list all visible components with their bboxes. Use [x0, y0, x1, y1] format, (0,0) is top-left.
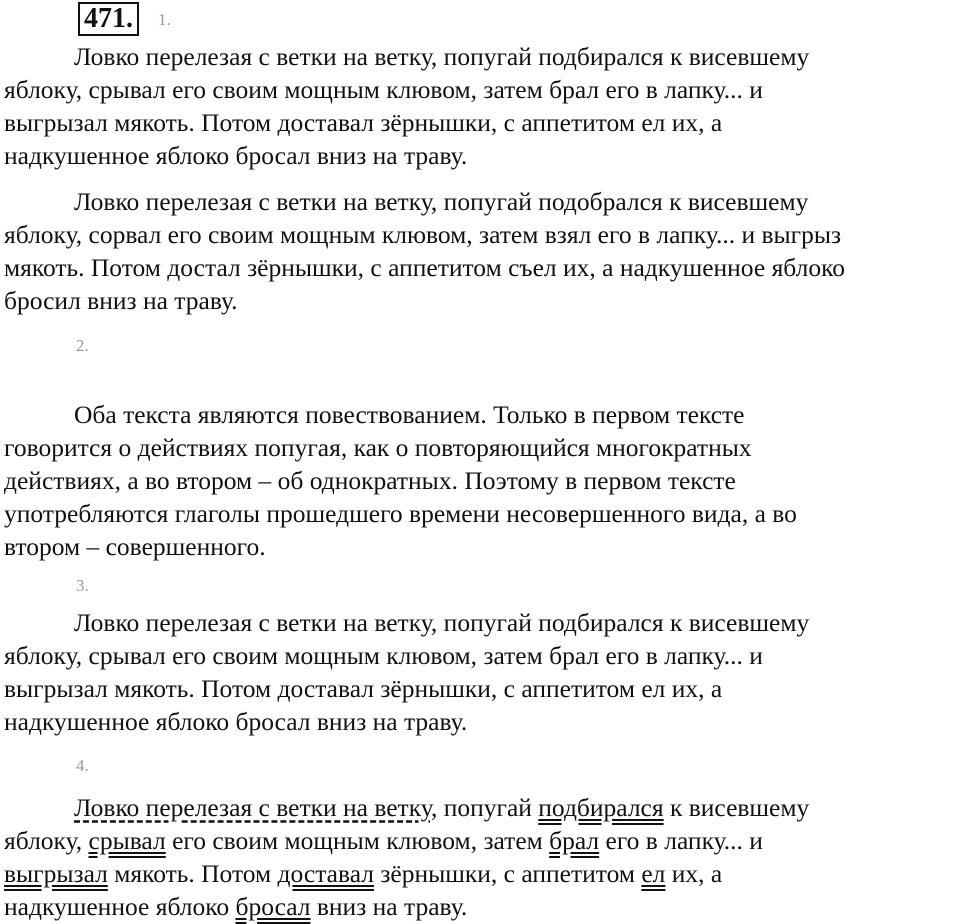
text-line: Ловко перелезая с ветки на ветку, попугай подбирался к висевшему: [74, 42, 810, 71]
paragraph-rewritten: [4, 185, 960, 317]
plain-text: мякоть. Потом: [107, 859, 278, 888]
section-marker-2: 2.: [76, 336, 89, 355]
text-line: Ловко перелезая с ветки на ветку, попугай подобрался к висевшему: [74, 187, 809, 216]
text-line: [4, 824, 960, 857]
text-line: бросил вниз на траву.: [4, 286, 238, 315]
predicate-verb: ел: [641, 859, 666, 888]
text-line: действиях, а во втором – об однократных. Поэтому в первом тексте: [4, 466, 736, 495]
text-line: яблоку, срывал его своим мощным клювом, затем брал его в лапку... и: [4, 641, 763, 670]
predicate-verb: бросал: [235, 892, 311, 921]
text-line: [4, 857, 960, 890]
predicate-verb: выгрызал: [4, 859, 108, 888]
predicate-verb: брал: [549, 826, 600, 855]
text-line: Оба текста являются повествованием. Только в первом тексте: [74, 400, 745, 429]
text-line: яблоку, сорвал его своим мощным клювом, затем взял его в лапку... и выгрыз: [4, 220, 842, 249]
text-line: надкушенное яблоко бросал вниз на траву.: [4, 141, 468, 170]
section-marker-3: 3.: [76, 576, 89, 595]
paragraph-analysis: [4, 398, 960, 563]
paragraph-original: [4, 40, 960, 172]
plain-text: их, а: [665, 859, 723, 888]
plain-text: , попугай: [430, 793, 539, 822]
section-marker-1: 1.: [158, 10, 171, 29]
text-line: [4, 890, 960, 923]
text-line: мякоть. Потом достал зёрнышки, с аппетитом съел их, а надкушенное яблоко: [4, 253, 845, 282]
text-line: выгрызал мякоть. Потом доставал зёрнышки, с аппетитом ел их, а: [4, 674, 723, 703]
paragraph-parsed: [4, 791, 960, 923]
text-line: [4, 791, 960, 824]
plain-text: вниз на траву.: [310, 892, 468, 921]
plain-text: зёрнышки, с аппетитом: [373, 859, 642, 888]
text-line: яблоку, срывал его своим мощным клювом, затем брал его в лапку... и: [4, 75, 763, 104]
plain-text: надкушенное яблоко: [4, 892, 236, 921]
text-line: говорится о действиях попугая, как о повторяющийся многократных: [4, 433, 752, 462]
text-line: надкушенное яблоко бросал вниз на траву.: [4, 707, 468, 736]
section-marker-4: 4.: [76, 756, 89, 775]
predicate-verb: подбирался: [538, 793, 664, 822]
adverbial-phrase: Ловко перелезая с ветки на ветку: [74, 793, 431, 822]
text-line: Ловко перелезая с ветки на ветку, попугай подбирался к висевшему: [74, 608, 810, 637]
text-line: выгрызал мякоть. Потом доставал зёрнышки, с аппетитом ел их, а: [4, 108, 723, 137]
predicate-verb: срывал: [88, 826, 166, 855]
predicate-verb: доставал: [277, 859, 374, 888]
plain-text: его своим мощным клювом, затем: [165, 826, 550, 855]
plain-text: его в лапку... и: [599, 826, 763, 855]
plain-text: яблоку,: [4, 826, 89, 855]
exercise-number: 471.: [78, 2, 139, 36]
text-line: употребляются глаголы прошедшего времени несовершенного вида, а во: [4, 499, 797, 528]
paragraph-repeat: [4, 606, 960, 738]
text-line: втором – совершенного.: [4, 532, 266, 561]
plain-text: к висевшему: [663, 793, 810, 822]
